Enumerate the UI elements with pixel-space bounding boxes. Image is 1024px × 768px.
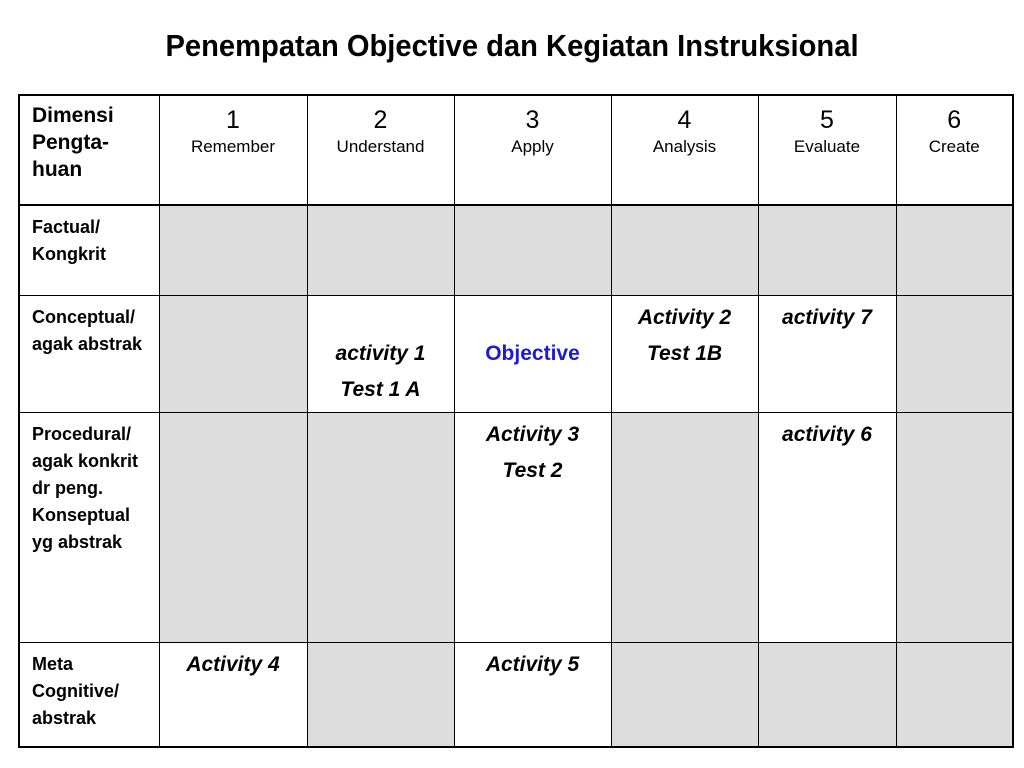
cell-meta-understand bbox=[307, 642, 454, 747]
cell-factual-apply bbox=[454, 205, 611, 295]
corner-label: Dimensi Pengta-huan bbox=[19, 95, 159, 205]
cell-entry: Test 1 A bbox=[340, 377, 421, 401]
cell-factual-remember bbox=[159, 205, 307, 295]
column-name: Create bbox=[928, 137, 980, 156]
cell-conceptual-understand bbox=[307, 295, 454, 412]
cell-entry: Test 2 bbox=[502, 458, 563, 482]
column-number: 3 bbox=[525, 106, 540, 134]
cell-factual-analysis bbox=[611, 205, 758, 295]
column-number: 1 bbox=[226, 106, 240, 134]
cell-entry: Activity 3 bbox=[485, 422, 580, 446]
column-header-create bbox=[896, 95, 1013, 205]
column-name: Evaluate bbox=[793, 137, 861, 156]
cell-meta-remember bbox=[159, 642, 307, 747]
column-name: Apply bbox=[511, 137, 554, 156]
column-number: 4 bbox=[677, 106, 692, 134]
cell-procedural-understand bbox=[307, 412, 454, 642]
row-conceptual bbox=[19, 295, 1013, 412]
cell-entry: Activity 5 bbox=[485, 652, 580, 676]
row-procedural bbox=[19, 412, 1013, 642]
row-label-factual: Factual/ Kongkrit bbox=[19, 205, 159, 295]
cell-entry: Test 1B bbox=[646, 341, 723, 365]
cell-entry: activity 7 bbox=[782, 305, 872, 329]
cell-conceptual-create bbox=[896, 295, 1013, 412]
taxonomy-table bbox=[18, 94, 1014, 748]
cell-procedural-evaluate bbox=[758, 412, 896, 642]
row-label-meta-cognitive: Meta Cognitive/ abstrak bbox=[19, 642, 159, 747]
column-header-apply bbox=[454, 95, 611, 205]
column-name: Analysis bbox=[652, 137, 717, 156]
cell-entry: activity 1 bbox=[335, 341, 426, 365]
cell-entry: activity 6 bbox=[782, 422, 872, 446]
column-name: Remember bbox=[190, 137, 276, 156]
column-number: 5 bbox=[820, 106, 834, 134]
column-header-evaluate bbox=[758, 95, 896, 205]
cell-conceptual-apply bbox=[454, 295, 611, 412]
cell-entry: Activity 4 bbox=[186, 652, 280, 676]
row-meta-cognitive bbox=[19, 642, 1013, 747]
cell-meta-create bbox=[896, 642, 1013, 747]
objective-label: Objective bbox=[485, 341, 580, 365]
cell-factual-create bbox=[896, 205, 1013, 295]
header-row bbox=[19, 95, 1013, 205]
cell-procedural-create bbox=[896, 412, 1013, 642]
row-factual bbox=[19, 205, 1013, 295]
cell-meta-apply bbox=[454, 642, 611, 747]
cell-procedural-analysis bbox=[611, 412, 758, 642]
cell-procedural-apply bbox=[454, 412, 611, 642]
cell-meta-evaluate bbox=[758, 642, 896, 747]
column-name: Understand bbox=[336, 137, 425, 156]
row-label-conceptual: Conceptual/ agak abstrak bbox=[19, 295, 159, 412]
cell-meta-analysis bbox=[611, 642, 758, 747]
column-number: 6 bbox=[947, 106, 962, 134]
cell-conceptual-analysis bbox=[611, 295, 758, 412]
column-header-understand bbox=[307, 95, 454, 205]
cell-conceptual-remember bbox=[159, 295, 307, 412]
column-number: 2 bbox=[373, 106, 388, 134]
slide-title: Penempatan Objective dan Kegiatan Instruksional bbox=[165, 28, 859, 63]
cell-conceptual-evaluate bbox=[758, 295, 896, 412]
cell-entry: Activity 2 bbox=[637, 305, 732, 329]
column-header-remember bbox=[159, 95, 307, 205]
row-label-procedural: Procedural/ agak konkrit dr peng. Konseptual yg abstrak bbox=[19, 412, 159, 642]
cell-factual-evaluate bbox=[758, 205, 896, 295]
cell-procedural-remember bbox=[159, 412, 307, 642]
cell-factual-understand bbox=[307, 205, 454, 295]
column-header-analysis bbox=[611, 95, 758, 205]
